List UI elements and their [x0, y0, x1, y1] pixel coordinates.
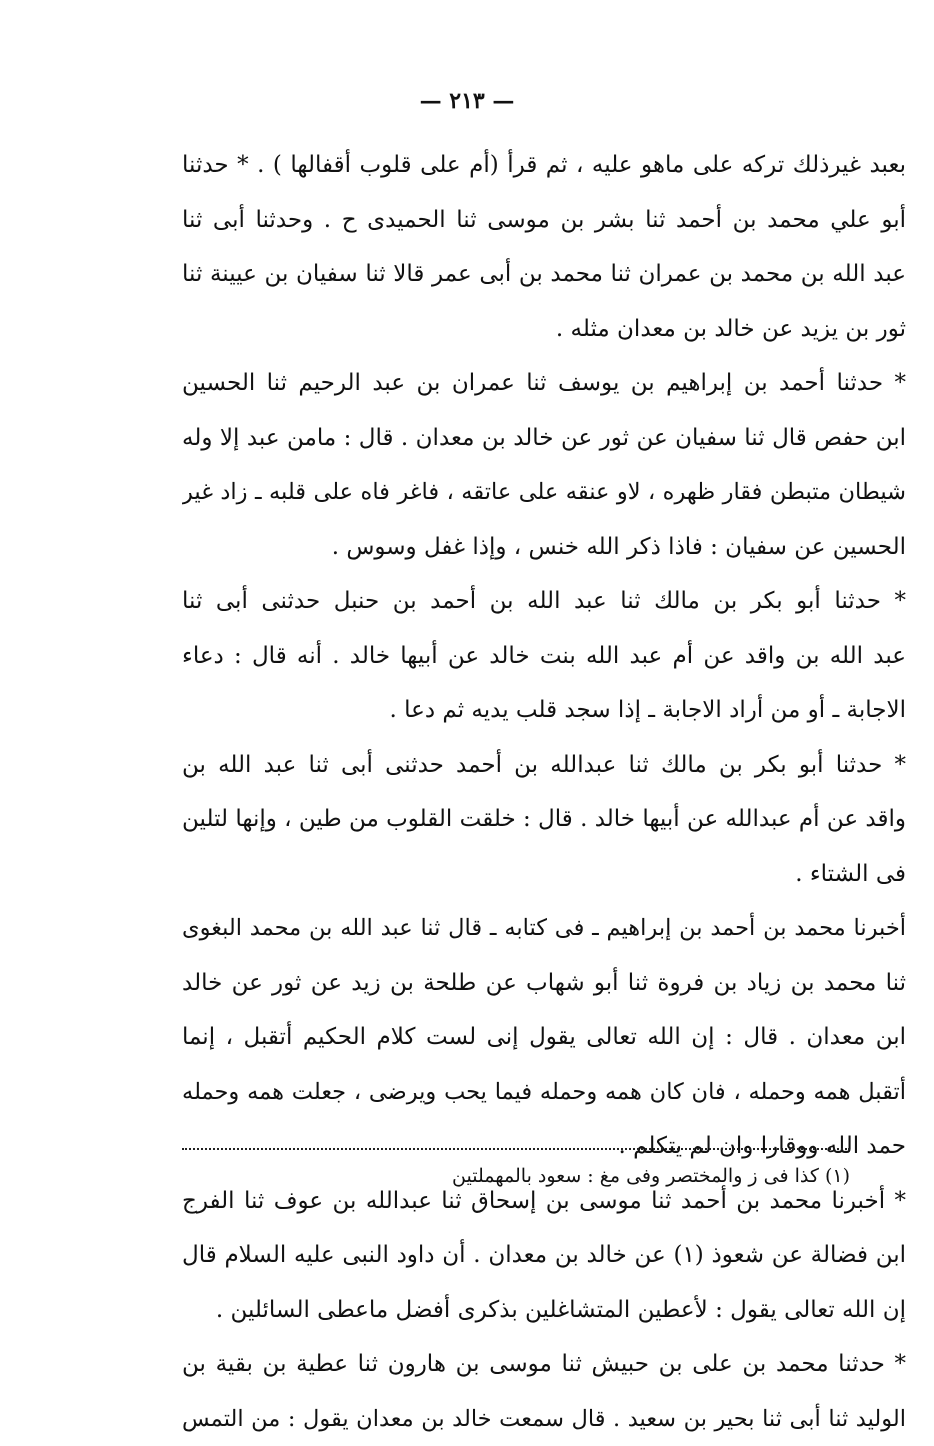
footnote-divider: [182, 1148, 850, 1150]
text-line: ابن معدان . قال : إن الله تعالى يقول إنى لست كلام الحكيم أتقبل ، إنما: [182, 1010, 906, 1065]
text-line: عبد الله بن واقد عن أم عبد الله بنت خالد عن أبيها خالد . أنه قال : دعاء: [182, 629, 906, 684]
text-line: * حدثنا أحمد بن إبراهيم بن يوسف ثنا عمران بن عبد الرحيم ثنا الحسين: [182, 356, 906, 411]
text-line: واقد عن أم عبدالله عن أبيها خالد . قال : خلقت القلوب من طين ، وإنها لتلين: [182, 792, 906, 847]
text-line: أبو علي محمد بن أحمد ثنا بشر بن موسى ثنا الحميدى ح . وحدثنا أبى ثنا: [182, 193, 906, 248]
text-line: الوليد ثنا أبى ثنا بحير بن سعيد . قال سمعت خالد بن معدان يقول : من التمس: [182, 1392, 906, 1446]
text-line: إن الله تعالى يقول : لأعطين المتشاغلين بذكرى أفضل ماعطى السائلين .: [182, 1283, 906, 1338]
text-line: ثور بن يزيد عن خالد بن معدان مثله .: [182, 302, 906, 357]
text-line: أخبرنا محمد بن أحمد بن إبراهيم ـ فى كتابه ـ قال ثنا عبد الله بن محمد البغوى: [182, 901, 906, 956]
text-line: أتقبل همه وحمله ، فان كان همه وحمله فيما يحب ويرضى ، جعلت همه وحمله: [182, 1065, 906, 1120]
text-line: حمد الله ووقارا وان لم يتكلم .: [182, 1119, 906, 1174]
text-line: ابن فضالة عن شعوذ (١) عن خالد بن معدان . أن داود النبى عليه السلام قال: [182, 1228, 906, 1283]
text-line: ثنا محمد بن زياد بن فروة ثنا أبو شهاب عن طلحة بن زيد عن ثور عن خالد: [182, 956, 906, 1011]
text-line: فى الشتاء .: [182, 847, 906, 902]
main-text-block: [182, 138, 906, 1446]
text-line: عبد الله بن محمد بن عمران ثنا محمد بن أبى عمر قالا ثنا سفيان بن عيينة ثنا: [182, 247, 906, 302]
text-line: * حدثنا أبو بكر بن مالك ثنا عبدالله بن أحمد حدثنى أبى ثنا عبد الله بن: [182, 738, 906, 793]
text-line: الاجابة ـ أو من أراد الاجابة ـ إذا سجد قلب يديه ثم دعا .: [182, 683, 906, 738]
text-line: * حدثنا أبو بكر بن مالك ثنا عبد الله بن أحمد بن حنبل حدثنى أبى ثنا: [182, 574, 906, 629]
footnote: (١) كذا فى ز والمختصر وفى مغ : سعود بالمهملتين: [182, 1158, 850, 1194]
text-line: ابن حفص قال ثنا سفيان عن ثور عن خالد بن معدان . قال : مامن عبد إلا وله: [182, 411, 906, 466]
text-line: * أخبرنا محمد بن أحمد ثنا موسى بن إسحاق ثنا عبدالله بن عوف ثنا الفرج: [182, 1174, 906, 1229]
page-number: — ٢١٣ —: [0, 88, 934, 114]
text-line: * حدثنا محمد بن على بن حبيش ثنا موسى بن هارون ثنا عطية بن بقية بن: [182, 1337, 906, 1392]
text-line: بعبد غيرذلك تركه على ماهو عليه ، ثم قرأ (أم على قلوب أقفالها ) . * حدثنا: [182, 138, 906, 193]
text-line: الحسين عن سفيان : فاذا ذكر الله خنس ، وإذا غفل وسوس .: [182, 520, 906, 575]
text-line: شيطان متبطن فقار ظهره ، لاو عنقه على عاتقه ، فاغر فاه على قلبه ـ زاد غير: [182, 465, 906, 520]
